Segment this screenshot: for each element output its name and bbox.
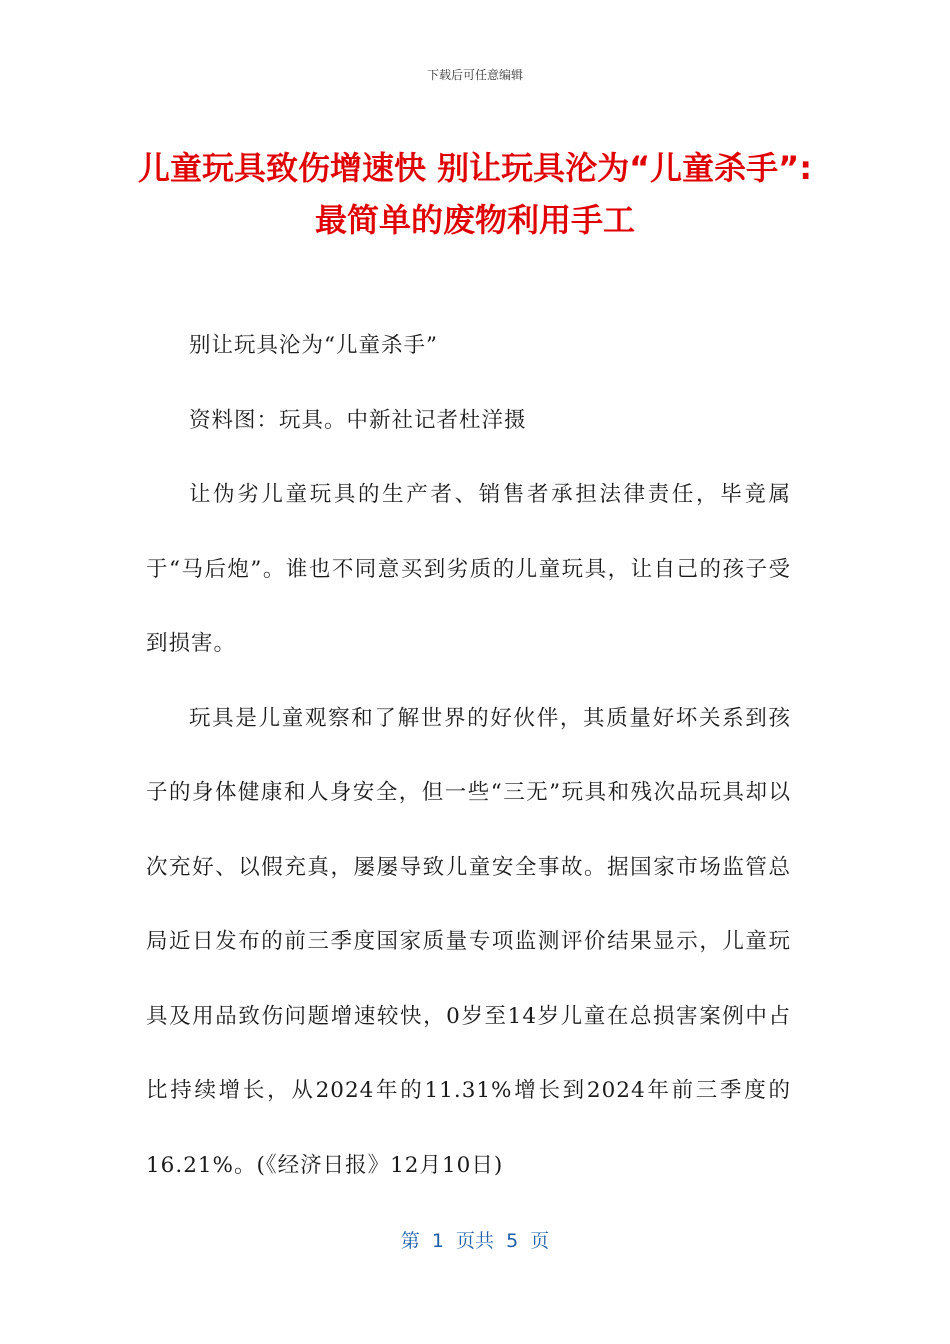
paragraph-liability: 让伪劣儿童玩具的生产者、销售者承担法律责任，毕竟属于“马后炮”。谁也不同意买到劣质的儿童玩具，让自己的孩子受到损害。 — [146, 482, 791, 656]
document-title: 儿童玩具致伤增速快 别让玩具沦为“儿童杀手”:最简单的废物利用手工 — [137, 149, 812, 239]
page-number-footer: 第 1 页共 5 页 — [400, 1230, 550, 1252]
page-header: 下载后可任意编辑 — [426, 68, 523, 82]
document-body — [146, 309, 791, 1203]
paragraph-subtitle: 别让玩具沦为“儿童杀手” — [189, 333, 438, 358]
paragraph-photo-caption: 资料图：玩具。中新社记者杜洋摄 — [189, 407, 527, 433]
paragraph-toy-safety: 玩具是儿童观察和了解世界的好伙伴，其质量好坏关系到孩子的身体健康和人身安全，但一些“三无”玩具和残次品玩具却以次充好、以假充真，屡屡导致儿童安全事故。据国家市场监管总局近日发布的前三季度国家质量专项监测评价结果显示，儿童玩具及用品致伤问题增速较快，0岁至14岁儿童在总损害案例中占比持续增长，从2024年的11.31%增长到2024年前三季度的16.21%。(《经济日报》12月10日) — [146, 705, 791, 1178]
